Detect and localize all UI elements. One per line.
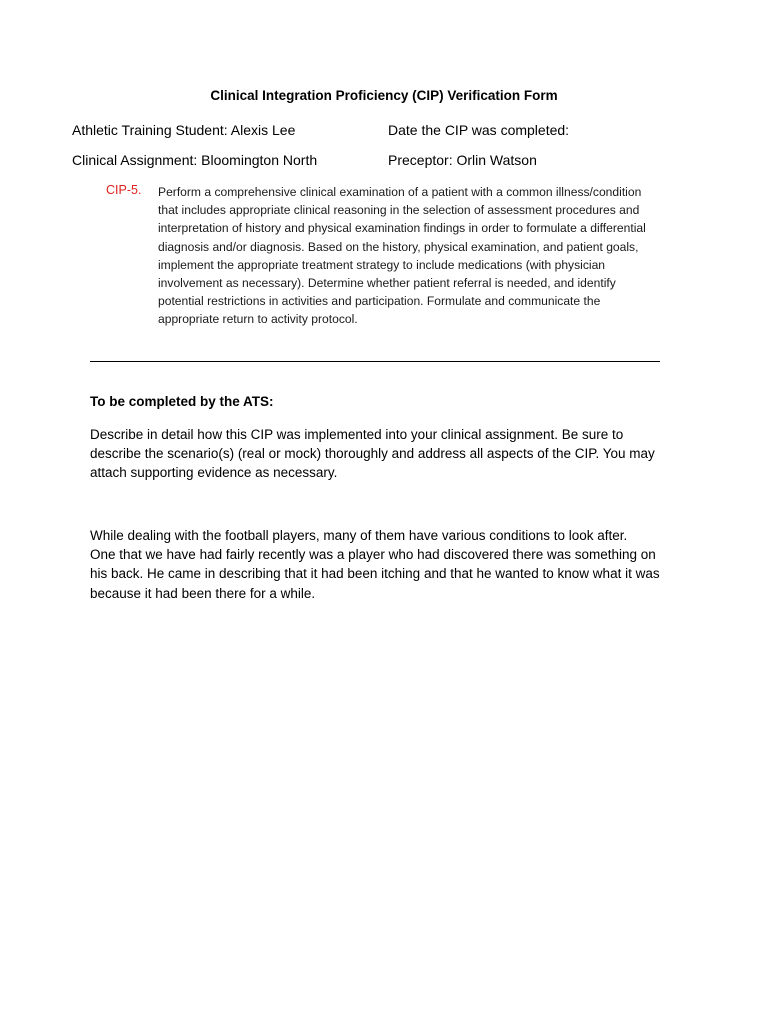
instruction-line: describe the scenario(s) (real or mock) thoroughly and address all aspects of the CIP. You may <box>90 446 655 462</box>
cip-line: diagnosis and/or diagnosis. Based on the history, physical examination, and patient goals, <box>158 239 639 254</box>
cip-line: that includes appropriate clinical reasoning in the selection of assessment procedures and <box>158 203 640 218</box>
form-title: Clinical Integration Proficiency (CIP) Verification Form <box>210 88 558 103</box>
cip-description <box>158 183 688 329</box>
preceptor-field: Preceptor: Orlin Watson <box>388 152 537 168</box>
date-completed-field: Date the CIP was completed: <box>388 122 570 138</box>
section-divider <box>90 361 660 362</box>
response-line: One that we have had fairly recently was a player who had discovered there was something on <box>90 547 656 563</box>
cip-line: potential restrictions in activities and participation. Formulate and communicate the <box>158 294 601 309</box>
ats-instructions <box>90 425 690 483</box>
response-line: his back. He came in describing that it had been itching and that he wanted to know what it was <box>90 566 660 582</box>
cip-line: implement the appropriate treatment strategy to include medications (with physician <box>158 257 606 272</box>
cip-code: CIP-5. <box>106 183 142 197</box>
instruction-line: Describe in detail how this CIP was implemented into your clinical assignment. Be sure to <box>90 427 624 442</box>
response-line: because it had been there for a while. <box>90 585 316 601</box>
clinical-assignment-field: Clinical Assignment: Bloomington North <box>72 152 318 168</box>
cip-line: appropriate return to activity protocol. <box>158 312 358 327</box>
cip-line: involvement as necessary). Determine whether patient referral is needed, and identify <box>158 276 616 291</box>
ats-heading: To be completed by the ATS: <box>90 394 274 409</box>
cip-line: Perform a comprehensive clinical examination of a patient with a common illness/condition <box>158 185 642 199</box>
ats-response <box>90 526 690 603</box>
cip-line: interpretation of history and physical examination findings in order to formulate a differential <box>158 221 646 236</box>
response-line: While dealing with the football players, many of them have various conditions to look after. <box>90 528 628 543</box>
instruction-line: attach supporting evidence as necessary. <box>90 465 338 481</box>
student-field: Athletic Training Student: Alexis Lee <box>72 122 296 138</box>
